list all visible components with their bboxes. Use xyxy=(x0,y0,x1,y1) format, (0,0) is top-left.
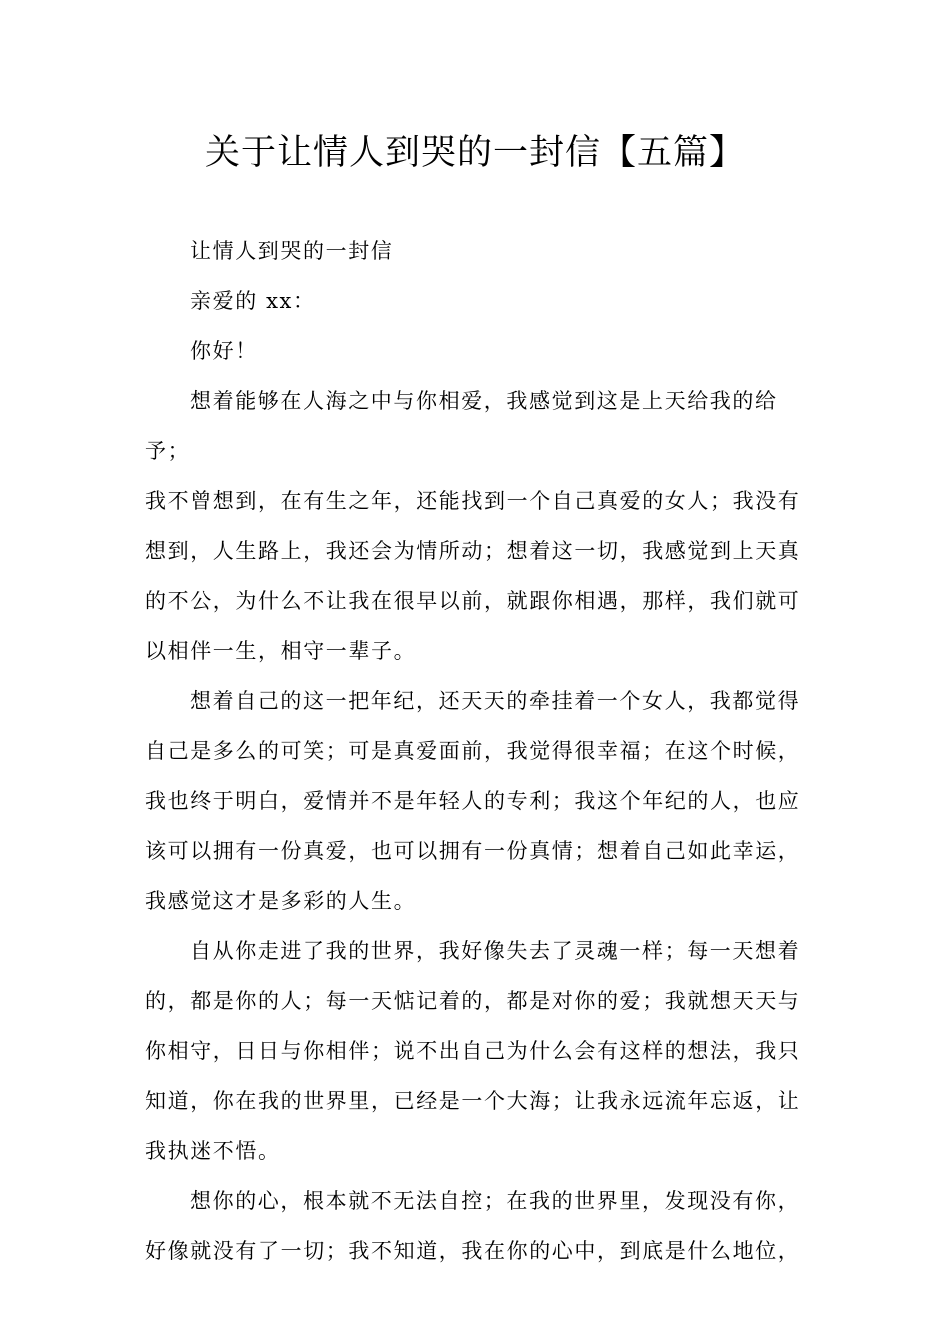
paragraph-line: 想着能够在人海之中与你相爱，我感觉到这是上天给我的给予； xyxy=(145,389,778,463)
paragraph-line: 我也终于明白，爱情并不是年轻人的专利；我这个年纪的人，也应 xyxy=(145,789,801,813)
paragraph-line: 想你的心，根本就不无法自控；在我的世界里，发现没有你， xyxy=(190,1189,801,1213)
paragraph-line: 想到，人生路上，我还会为情所动；想着这一切，我感觉到上天真 xyxy=(145,539,801,563)
paragraph xyxy=(145,926,810,1176)
paragraph xyxy=(145,676,810,926)
paragraph-line: 好像就没有了一切；我不知道，我在你的心中，到底是什么地位， xyxy=(145,1239,801,1263)
paragraph-line: 我不曾想到，在有生之年，还能找到一个自己真爱的女人；我没有 xyxy=(145,489,801,513)
paragraph-line: 该可以拥有一份真爱，也可以拥有一份真情；想着自己如此幸运， xyxy=(145,839,801,863)
paragraph-line: 知道，你在我的世界里，已经是一个大海；让我永远流年忘返，让 xyxy=(145,1089,801,1113)
paragraph-line: 你相守，日日与你相伴；说不出自己为什么会有这样的想法，我只 xyxy=(145,1039,801,1063)
document-body xyxy=(145,226,810,1276)
letter-subtitle: 让情人到哭的一封信 xyxy=(190,239,394,263)
paragraph-line: 我执迷不悟。 xyxy=(145,1139,281,1163)
letter-salutation: 亲爱的 xx： xyxy=(190,289,316,313)
paragraph-line: 的不公，为什么不让我在很早以前，就跟你相遇，那样，我们就可 xyxy=(145,589,801,613)
paragraph-line: 我感觉这才是多彩的人生。 xyxy=(145,889,417,913)
letter-greeting: 你好！ xyxy=(190,339,258,363)
paragraph-line: 自己是多么的可笑；可是真爱面前，我觉得很幸福；在这个时候， xyxy=(145,739,801,763)
paragraph-line: 以相伴一生，相守一辈子。 xyxy=(145,639,417,663)
document-title: 关于让情人到哭的一封信【五篇】 xyxy=(204,133,745,173)
paragraph-line: 想着自己的这一把年纪，还天天的牵挂着一个女人，我都觉得 xyxy=(190,689,801,713)
paragraph-line: 自从你走进了我的世界，我好像失去了灵魂一样；每一天想着 xyxy=(190,939,801,963)
paragraph xyxy=(145,376,810,676)
paragraph xyxy=(145,1176,810,1276)
paragraph-line: 的，都是你的人；每一天惦记着的，都是对你的爱；我就想天天与 xyxy=(145,989,801,1013)
